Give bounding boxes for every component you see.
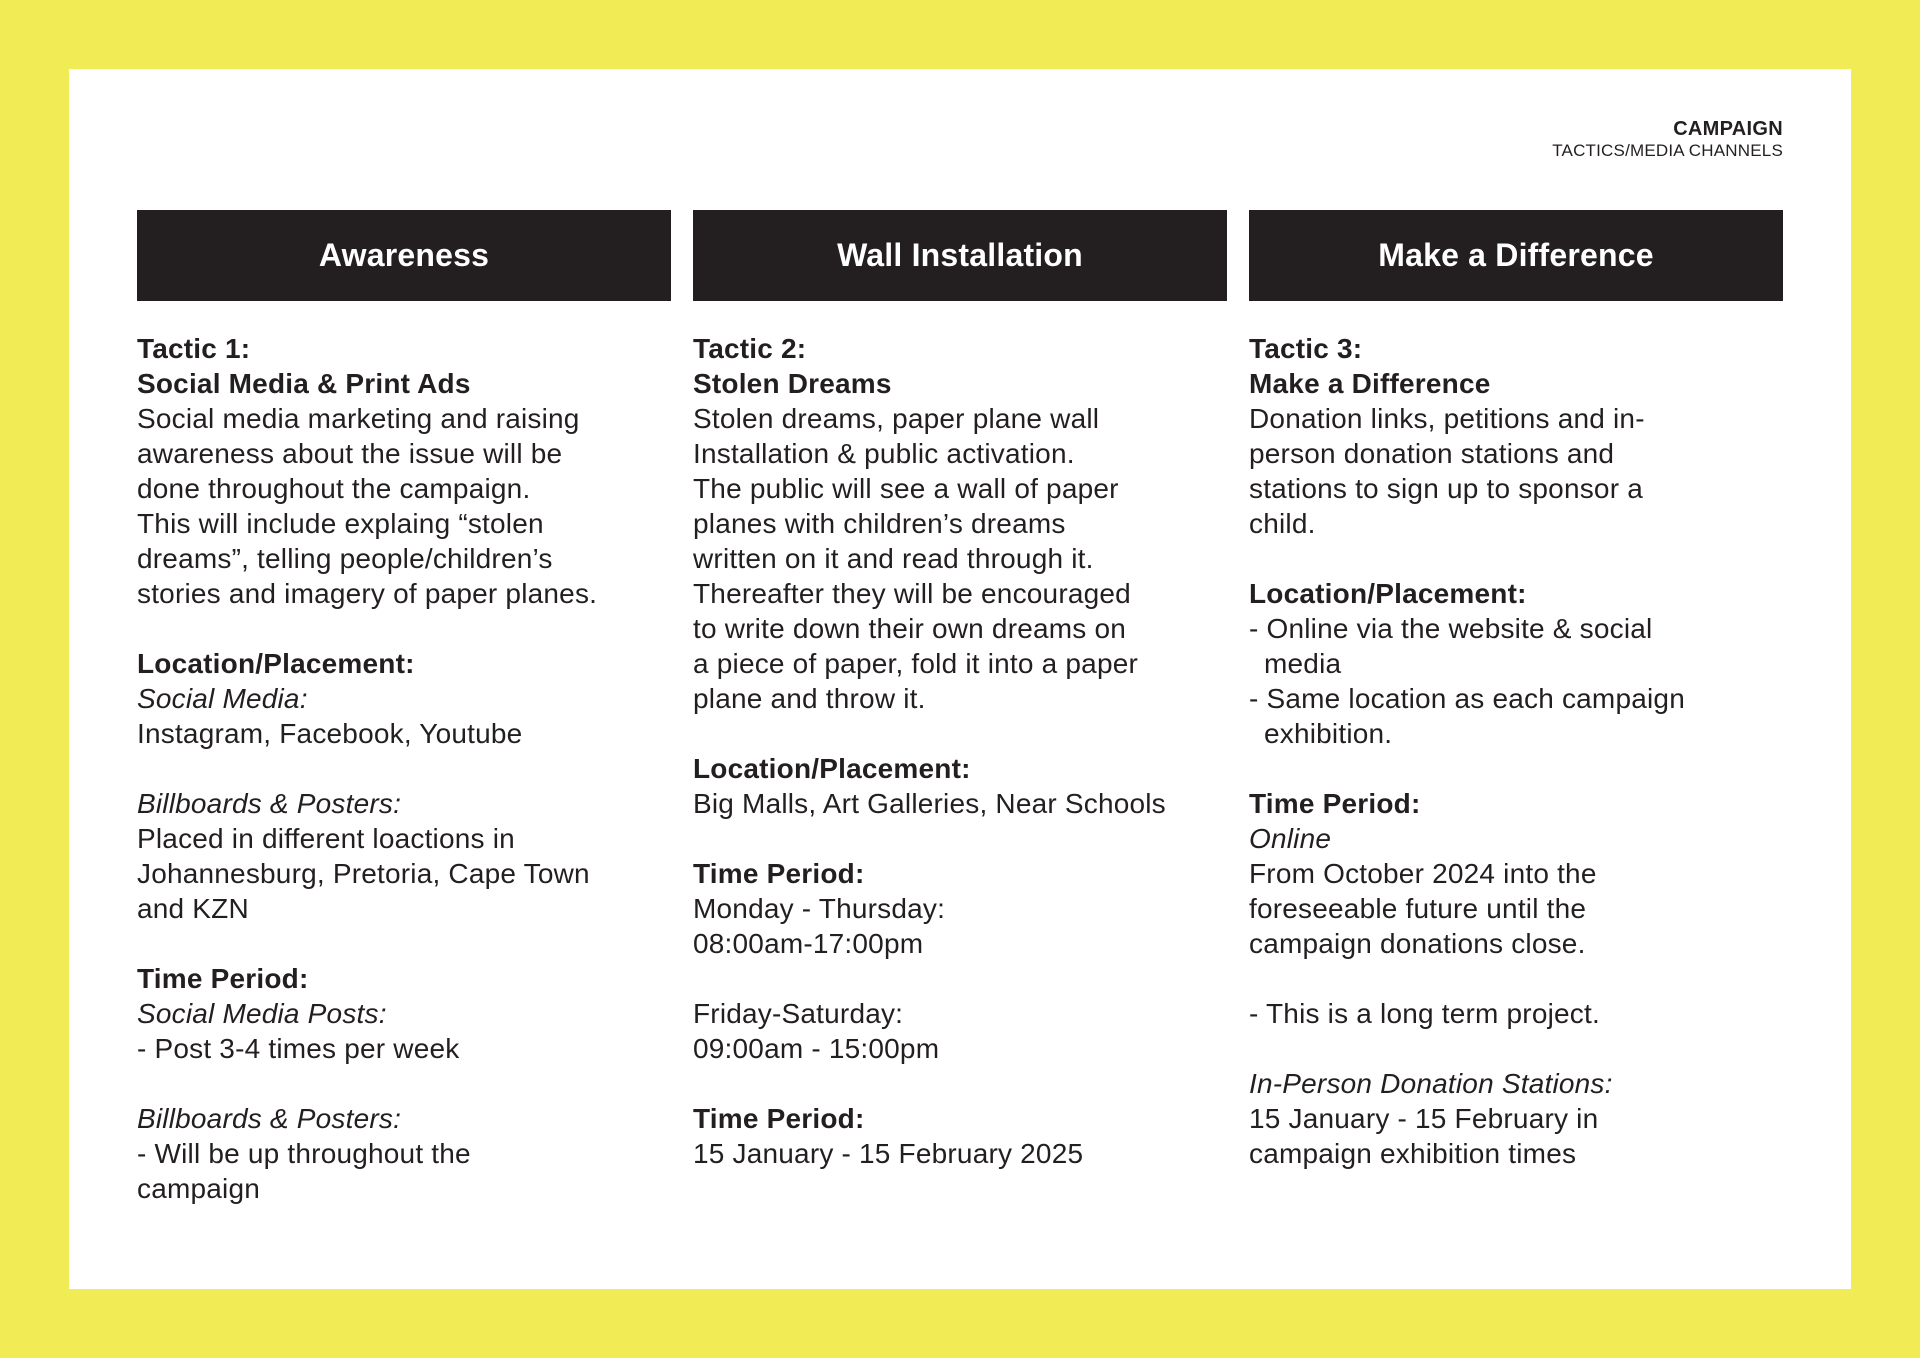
spacer: [1249, 541, 1783, 576]
column-wall-installation: [693, 210, 1227, 1171]
spacer: [693, 821, 1227, 856]
time-period-label: Time Period:: [137, 963, 309, 994]
description-line: plane and throw it.: [693, 683, 926, 714]
billboards-time-value: - Will be up throughout the: [137, 1138, 471, 1169]
description-line: Stolen dreams, paper plane wall: [693, 403, 1100, 434]
long-term-note: - This is a long term project.: [1249, 998, 1600, 1029]
description-line: written on it and read through it.: [693, 543, 1094, 574]
spacer: [137, 611, 671, 646]
stations-label: In-Person Donation Stations:: [1249, 1068, 1613, 1099]
description-line: The public will see a wall of paper: [693, 473, 1119, 504]
description-line: This will include explaing “stolen: [137, 508, 544, 539]
social-media-label: Social Media:: [137, 683, 308, 714]
stations-value: 15 January - 15 February in: [1249, 1103, 1599, 1134]
online-value: foreseeable future until the: [1249, 893, 1587, 924]
tactic-label: Tactic 1:: [137, 333, 251, 364]
description-line: planes with children’s dreams: [693, 508, 1066, 539]
location-label: Location/Placement:: [693, 753, 971, 784]
tactic-name: Make a Difference: [1249, 368, 1491, 399]
description-line: a piece of paper, fold it into a paper: [693, 648, 1139, 679]
spacer: [693, 1066, 1227, 1101]
column-make-a-difference: [1249, 210, 1783, 1171]
tactic-label: Tactic 2:: [693, 333, 807, 364]
column-heading: Wall Installation: [693, 210, 1227, 301]
time-period-label: Time Period:: [693, 858, 865, 889]
description-line: stations to sign up to sponsor a: [1249, 473, 1643, 504]
column-body: [693, 331, 1227, 1171]
column-heading: Make a Difference: [1249, 210, 1783, 301]
location-item-continued: exhibition.: [1264, 718, 1393, 749]
description-line: Thereafter they will be encouraged: [693, 578, 1131, 609]
weekend-label: Friday-Saturday:: [693, 998, 904, 1029]
billboards-value: and KZN: [137, 893, 249, 924]
date-range: 15 January - 15 February 2025: [693, 1138, 1084, 1169]
description-line: Donation links, petitions and in-: [1249, 403, 1645, 434]
description-line: Installation & public activation.: [693, 438, 1075, 469]
spacer: [1249, 1031, 1783, 1066]
spacer: [137, 926, 671, 961]
billboards-time-label: Billboards & Posters:: [137, 1103, 402, 1134]
campaign-page: [69, 69, 1851, 1289]
billboards-label: Billboards & Posters:: [137, 788, 402, 819]
description-line: to write down their own dreams on: [693, 613, 1127, 644]
social-posts-value: - Post 3-4 times per week: [137, 1033, 460, 1064]
description-line: child.: [1249, 508, 1316, 539]
weekday-label: Monday - Thursday:: [693, 893, 946, 924]
page-header: [1552, 117, 1783, 161]
tactic-name: Social Media & Print Ads: [137, 368, 471, 399]
spacer: [1249, 961, 1783, 996]
social-posts-label: Social Media Posts:: [137, 998, 387, 1029]
column-heading: Awareness: [137, 210, 671, 301]
location-item: - Online via the website & social: [1249, 613, 1653, 644]
description-line: done throughout the campaign.: [137, 473, 531, 504]
description-line: dreams”, telling people/children’s: [137, 543, 553, 574]
social-media-value: Instagram, Facebook, Youtube: [137, 718, 523, 749]
location-label: Location/Placement:: [1249, 578, 1527, 609]
description-line: stories and imagery of paper planes.: [137, 578, 598, 609]
online-label: Online: [1249, 823, 1332, 854]
location-item-continued: media: [1264, 648, 1342, 679]
stations-value: campaign exhibition times: [1249, 1138, 1577, 1169]
time-period-label: Time Period:: [693, 1103, 865, 1134]
online-value: campaign donations close.: [1249, 928, 1586, 959]
spacer: [693, 961, 1227, 996]
spacer: [1249, 751, 1783, 786]
billboards-value: Placed in different loactions in: [137, 823, 515, 854]
column-awareness: [137, 210, 671, 1206]
page-title: CAMPAIGN: [1673, 118, 1783, 140]
description-line: person donation stations and: [1249, 438, 1615, 469]
time-period-label: Time Period:: [1249, 788, 1421, 819]
column-body: [1249, 331, 1783, 1171]
billboards-value: Johannesburg, Pretoria, Cape Town: [137, 858, 590, 889]
column-body: [137, 331, 671, 1206]
weekend-hours: 09:00am - 15:00pm: [693, 1033, 940, 1064]
page-subtitle: TACTICS/MEDIA CHANNELS: [1552, 141, 1783, 160]
weekday-hours: 08:00am-17:00pm: [693, 928, 924, 959]
online-value: From October 2024 into the: [1249, 858, 1597, 889]
spacer: [137, 751, 671, 786]
tactic-name: Stolen Dreams: [693, 368, 892, 399]
tactic-label: Tactic 3:: [1249, 333, 1363, 364]
spacer: [693, 716, 1227, 751]
billboards-time-value: campaign: [137, 1173, 261, 1204]
spacer: [137, 1066, 671, 1101]
description-line: awareness about the issue will be: [137, 438, 563, 469]
location-label: Location/Placement:: [137, 648, 415, 679]
location-value: Big Malls, Art Galleries, Near Schools: [693, 788, 1166, 819]
location-item: - Same location as each campaign: [1249, 683, 1685, 714]
description-line: Social media marketing and raising: [137, 403, 580, 434]
